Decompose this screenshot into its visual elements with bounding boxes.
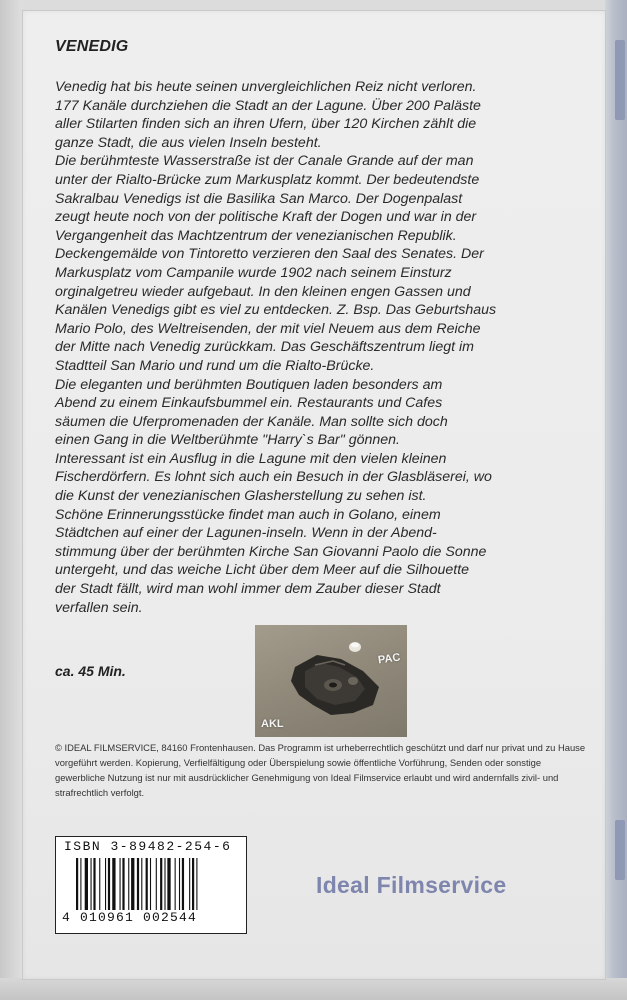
barcode-bar <box>150 858 151 910</box>
barcode-bar <box>137 858 139 910</box>
ean-number: 4 010961 002544 <box>62 910 198 925</box>
barcode-bar <box>91 858 92 910</box>
barcode-bar <box>182 858 184 910</box>
page-title: VENEDIG <box>55 38 129 55</box>
barcode-bar <box>179 858 180 910</box>
description-text: Venedig hat bis heute seinen unvergleichlichen Reiz nicht verloren. 177 Kanäle durchziehen die Stadt an der Lagune. Über 200 Paläste aller Stilarten finden sich an ihren Ufern, über 120 Kirchen zählt die ganze Stadt, die aus vielen Inseln besteht. Die berühmteste Wasserstraße ist der Canale Grande auf der man unter der Rialto-Brücke zum Markusplatz kommt. Der bedeutendste Sakralbau Venedigs ist die Basilika San Marco. Der Dogenpalast zeugt heute noch von der politische Kraft der Dogen und war in der Vergangenheit das Machtzentrum der venezianischen Republik. Deckengemälde von Tintoretto verzieren den Saal des Senates. Der Markusplatz vom Campanile wurde 1902 nach seinem Einsturz orginalgetreu wieder aufgebaut. In den kleinen engen Gassen und Kanälen Venedigs gibt es viel zu entdecken. Z. Bsp. Das Geburtshaus Mario Polo, des Weltreisenden, der mit viel Neuem aus dem Reiche der Mitte nach Venedig zurückkam. Das Geschäftszentrum liegt im Stadtteil San Mario und rund um die Rialto-Brücke. Die eleganten und berühmten Boutiquen laden besonders am Abend zu einem Einkaufsbummel ein. Restaurants und Cafes säumen die Uferpromenaden der Kanäle. Man sollte sich doch einen Gang in die Weltberühmte "Harry`s Bar" gönnen. Interessant ist ein Ausflug in die Lagune mit den vielen kleinen Fischerdörfern. Es lohnt sich auch ein Besuch in der Glasbläserei, wo die Kunst der venezianischen Glasherstellung zu sehen ist. Schöne Erinnerungsstücke findet man auch in Golano, einem Städtchen auf einer der Lagunen-inseln. Wenn in der Abend- stimmung über der berühmten Kirche San Giovanni Paolo die Sonne untergeht, und das weiche Licht über dem Meer auf die Silhouette der Stadt fällt, wird man wohl immer dem Zauber dieser Stadt verfallen sein. <box>55 79 497 616</box>
photo-tag-bottom: AKL <box>261 718 284 730</box>
barcode-bar <box>85 858 88 910</box>
barcode-bar <box>189 858 190 910</box>
barcode-bar <box>112 858 115 910</box>
brand-name: Ideal Filmservice <box>316 872 507 898</box>
barcode-bar <box>141 858 142 910</box>
case-right-edge <box>605 0 627 1000</box>
barcode-bar <box>128 858 129 910</box>
case-left-edge <box>0 0 22 1000</box>
barcode-bar <box>156 858 157 910</box>
case-edge-tab <box>615 820 625 880</box>
barcode-bar <box>93 858 95 910</box>
barcode-bar <box>108 858 110 910</box>
barcode-bar <box>120 858 121 910</box>
photo-tag-top: PAC <box>377 651 402 667</box>
barcode-label <box>55 836 247 934</box>
barcode-bar <box>167 858 170 910</box>
stone-photo <box>255 625 407 737</box>
barcode-bars <box>74 858 234 910</box>
barcode-bar <box>131 858 134 910</box>
copyright-notice: © IDEAL FILMSERVICE, 84160 Frontenhausen. Das Programm ist urheberrechtlich geschützt und darf nur privat und zu Hause vorgeführt werden. Kopierung, Verfielfältigung oder Überspielung sowie öffentliche Vorführung, Senden oder sonstige gewerbliche Nutzung ist nur mit ausdrücklicher Genehmigung von Ideal Filmservice erlaubt und wird andernfalls zivil- und strafrechtlich verfolgt. <box>55 742 586 798</box>
barcode-bar <box>146 858 148 910</box>
barcode-bar <box>105 858 106 910</box>
case-bottom-edge <box>0 978 627 1000</box>
barcode-bar <box>164 858 165 910</box>
barcode-bar <box>76 858 78 910</box>
isbn-number: ISBN 3-89482-254-6 <box>64 839 232 854</box>
barcode-bar <box>196 858 197 910</box>
barcode-bar <box>160 858 162 910</box>
case-edge-tab <box>615 40 625 120</box>
duration-label: ca. 45 Min. <box>55 663 126 679</box>
barcode-bar <box>192 858 194 910</box>
barcode-bar <box>99 858 100 910</box>
barcode-bar <box>122 858 124 910</box>
barcode-bar <box>175 858 176 910</box>
barcode-bar <box>80 858 81 910</box>
